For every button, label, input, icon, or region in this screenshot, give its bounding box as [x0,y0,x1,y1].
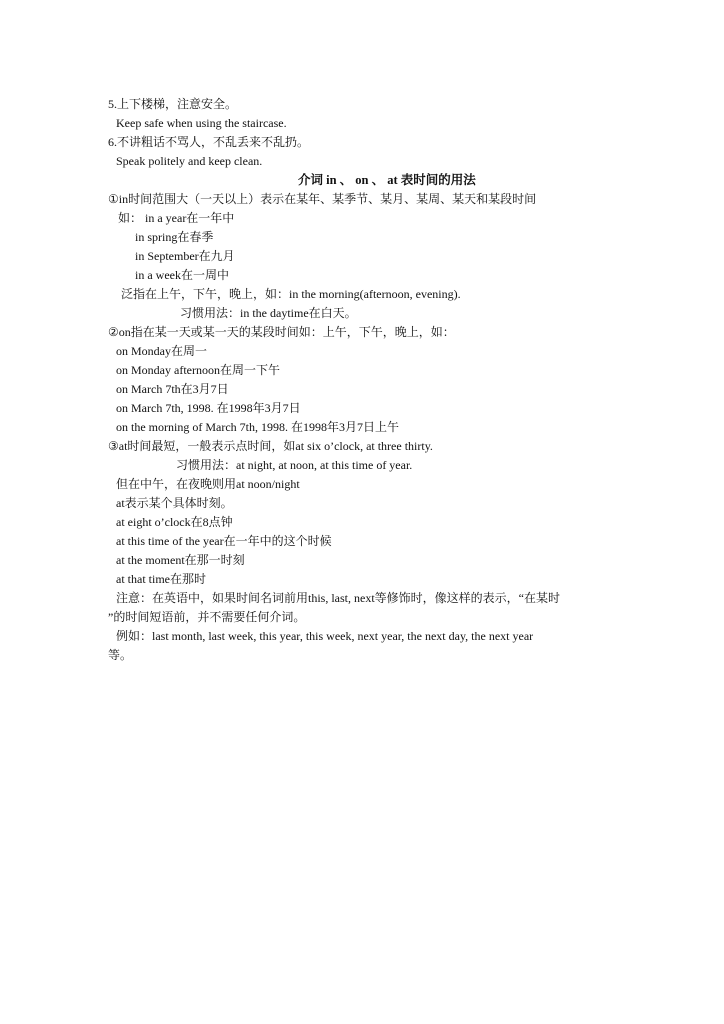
text-line-23: at this time of the year在一年中的这个时候 [116,534,332,548]
text-line-22: at eight o’clock在8点钟 [116,515,233,529]
text-line-12: ②on指在某一天或某一天的某段时间如：上午，下午，晚上，如： [108,325,455,339]
text-line-25: at that time在那时 [116,572,206,586]
text-line-19: 习惯用法：at night, at noon, at this time of year. [176,458,413,472]
text-line-29: 等。 [108,648,133,662]
text-line-18: ③at时间最短，一般表示点时间，如at six o’clock, at three thirty. [108,439,433,453]
text-line-4: Speak politely and keep clean. [116,154,263,168]
text-line-10: 泛指在上午，下午，晚上，如：in the morning(afternoon, evening). [121,287,461,301]
section-title: 介词 in 、 on 、 at 表时间的用法 [298,173,476,187]
text-line-13: on Monday在周一 [116,344,207,358]
text-line-15: on March 7th在3月7日 [116,382,229,396]
text-line-21: at表示某个具体时刻。 [116,496,233,510]
text-line-28: 例如：last month, last week, this year, this week, next year, the next day, the next year [116,629,534,643]
text-line-26: 注意：在英语中，如果时间名词前用this, last, next等修饰时，像这样的表示，“在某时 [116,591,560,605]
text-line-2: Keep safe when using the staircase. [116,116,287,130]
text-line-16: on March 7th, 1998. 在1998年3月7日 [116,401,301,415]
text-line-20: 但在中午，在夜晚则用at noon/night [116,477,300,491]
text-line-27: ”的时间短语前，并不需要任何介词。 [108,610,306,624]
text-line-3: 6.不讲粗话不骂人，不乱丢来不乱扔。 [108,135,310,149]
text-line-9: in a week在一周中 [135,268,229,282]
text-line-11: 习惯用法：in the daytime在白天。 [180,306,357,320]
text-line-8: in September在九月 [135,249,235,263]
text-line-5: ①in时间范围大（一天以上）表示在某年、某季节、某月、某周、某天和某段时间 [108,192,537,206]
text-line-1: 5.上下楼梯，注意安全。 [108,97,238,111]
text-line-14: on Monday afternoon在周一下午 [116,363,280,377]
text-line-6: 如： in a year在一年中 [118,211,235,225]
text-line-24: at the moment在那一时刻 [116,553,245,567]
text-line-7: in spring在春季 [135,230,214,244]
text-line-17: on the morning of March 7th, 1998. 在1998年3月7日上午 [116,420,399,434]
